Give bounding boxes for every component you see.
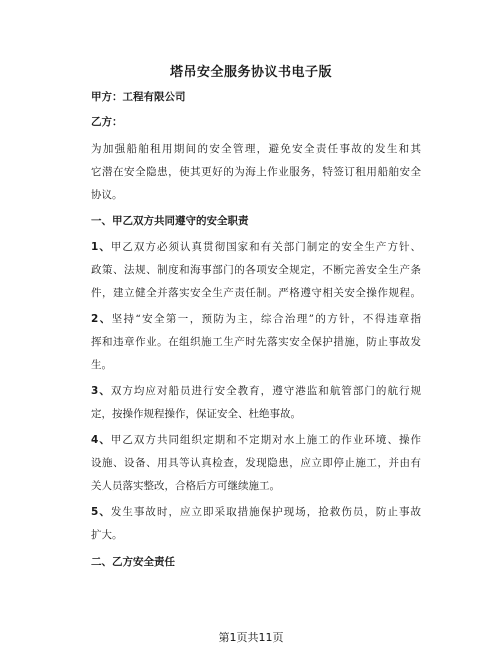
item-1-line-1 <box>91 240 421 254</box>
section-1-heading: 一、甲乙双方共同遵守的安全职责 <box>91 215 249 227</box>
party-a-line: 甲方：工程有限公司 <box>91 91 186 103</box>
intro-line-1: 为加强船舶租用期间的安全管理，避免安全责任事故的发生和其 <box>91 143 421 155</box>
page-number-footer: 第1页共11页 <box>218 631 284 644</box>
item-3-text: 双方均应对船员进行安全教育，遵守港监和航管部门的航行规 <box>110 385 421 397</box>
item-4-line-1 <box>91 433 421 447</box>
item-3-line-1 <box>91 384 421 398</box>
item-1-number: 1、 <box>91 241 111 253</box>
item-2-line-3: 生。 <box>91 359 112 371</box>
document-title: 塔吊安全服务协议书电子版 <box>169 65 332 80</box>
item-4-number: 4、 <box>91 434 111 446</box>
item-4-line-2: 设施、设备、用具等认真检查，发现隐患，应立即停止施工，并由有 <box>91 457 421 469</box>
item-1-text: 甲乙双方必须认真贯彻国家和有关部门制定的安全生产方针、 <box>110 241 421 253</box>
item-5-line-2: 扩大。 <box>91 529 123 541</box>
intro-line-2: 它潜在安全隐患，使其更好的为海上作业服务，特签订租用船舶安全 <box>91 166 421 178</box>
item-4-text: 甲乙双方共同组织定期和不定期对水上施工的作业环境、操作 <box>110 434 421 446</box>
item-2-text: 坚持“安全第一，预防为主，综合治理”的方针，不得违章指 <box>111 313 421 325</box>
item-1-line-2: 政策、法规、制度和海事部门的各项安全规定，不断完善安全生产条 <box>91 264 421 276</box>
item-4-line-3: 关人员落实整改，合格后方可继续施工。 <box>91 480 280 492</box>
item-1-line-3: 件，建立健全并落实安全生产责任制。严格遵守相关安全操作规程。 <box>91 287 421 299</box>
item-2-line-1 <box>91 312 421 326</box>
party-b-line: 乙方： <box>91 116 123 128</box>
item-2-number: 2、 <box>91 313 112 325</box>
item-5-line-1 <box>91 505 421 519</box>
intro-line-3: 协议。 <box>91 189 123 201</box>
item-3-line-2: 定，按操作规程操作，保证安全、杜绝事故。 <box>91 408 301 420</box>
item-5-number: 5、 <box>91 506 111 518</box>
section-2-heading: 二、乙方安全责任 <box>91 556 175 568</box>
item-2-line-2: 挥和违章作业。在组织施工生产时先落实安全保护措施，防止事故发 <box>91 336 421 348</box>
item-5-text: 发生事故时，应立即采取措施保护现场，抢救伤员，防止事故 <box>110 506 421 518</box>
item-3-number: 3、 <box>91 385 111 397</box>
